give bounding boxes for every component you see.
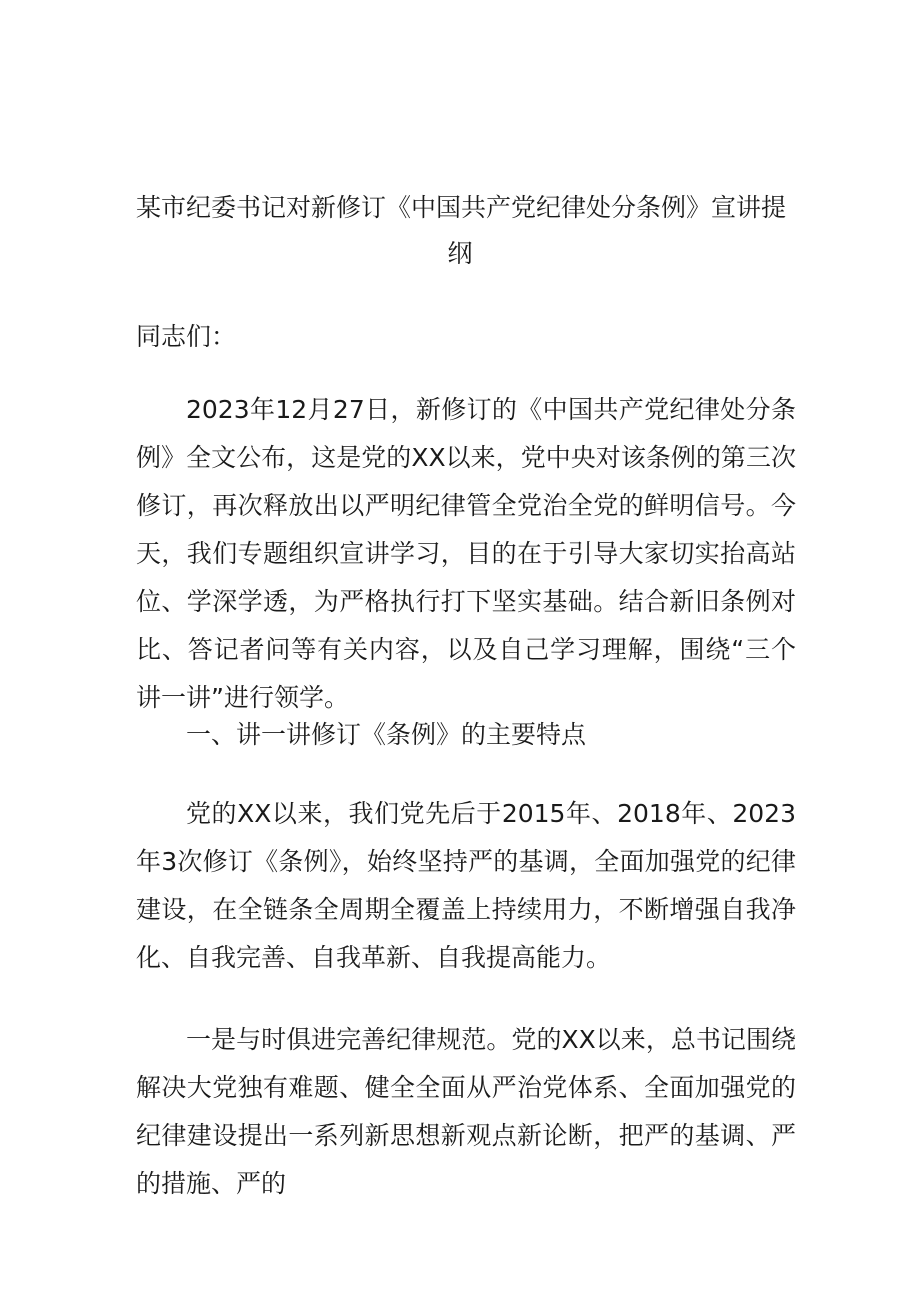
paragraph-intro: 2023年12月27日，新修订的《中国共产党纪律处分条例》全文公布，这是党的XX以来，党中央对该条例的第三次修订，再次释放出以严明纪律管全党治全党的鲜明信号。今天，我们专题组织宣讲学习，目的在于引导大家切实抬高站位、学深学透，为严格执行打下坚实基础。结合新旧条例对比、答记者问等有关内容，以及自己学习理解，围绕“三个讲一讲”进行领学。 — [136, 395, 796, 712]
section-heading-1: 一、讲一讲修订《条例》的主要特点 — [186, 720, 587, 749]
paragraph-section-1: 党的XX以来，我们党先后于2015年、2018年、2023年3次修订《条例》，始终坚持严的基调，全面加强党的纪律建设，在全链条全周期全覆盖上持续用力，不断增强自我净化、自我完善、自我革新、自我提高能力。 — [136, 799, 796, 972]
document-title-line-1: 某市纪委书记对新修订《中国共产党纪律处分条例》宣讲提 — [136, 193, 787, 222]
salutation: 同志们： — [136, 322, 237, 351]
document-title-line-2: 纲 — [447, 239, 473, 268]
paragraph-point-1: 一是与时俱进完善纪律规范。党的XX以来，总书记围绕解决大党独有难题、健全全面从严治党体系、全面加强党的纪律建设提出一系列新思想新观点新论断，把严的基调、严的措施、严的 — [136, 1025, 796, 1198]
